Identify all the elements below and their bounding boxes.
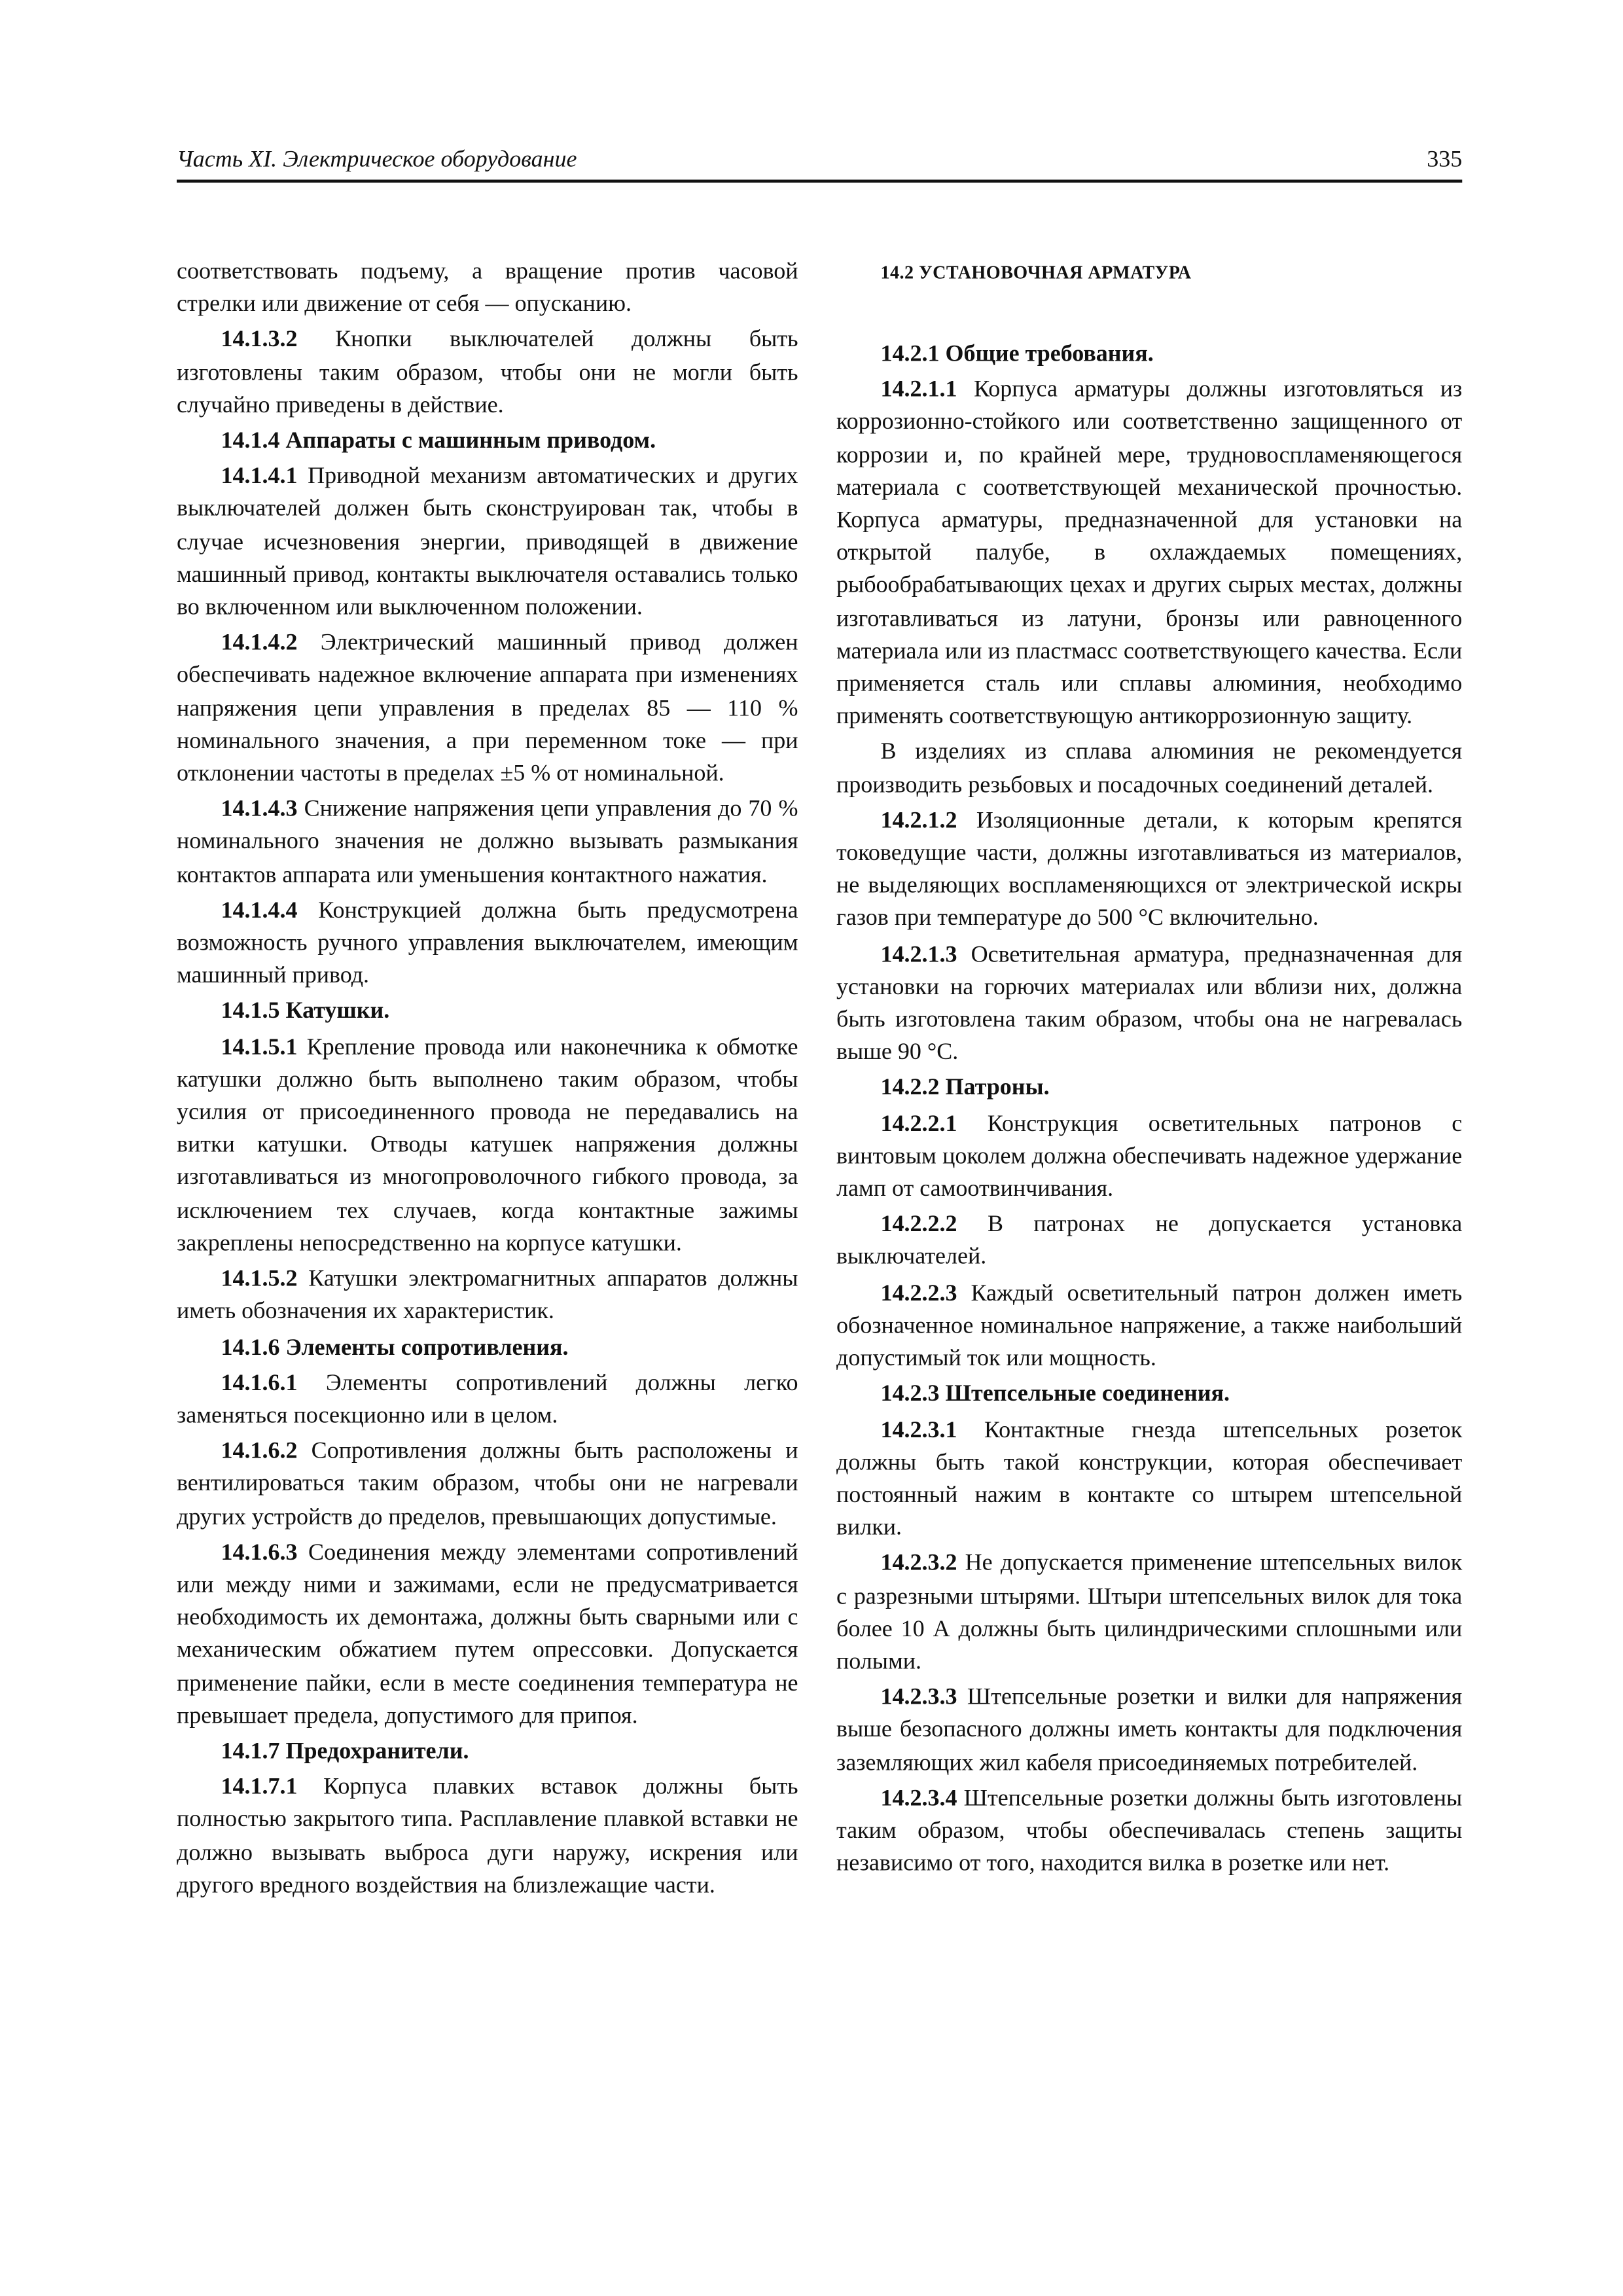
paragraph (177, 1772, 798, 1903)
clause-number: 14.2.3.3 (880, 1685, 957, 1710)
clause-number: 14.1.5.1 (221, 1035, 298, 1060)
paragraph (836, 1109, 1462, 1207)
right-column (836, 257, 1462, 1882)
clause-number: 14.1.4.2 (221, 630, 298, 656)
paragraph-text: Не допускается применение штепсельных вилок с разрезными штырями. Штыри штепсельных вилок для тока более 10 А должны быть цилиндрическими сплошными или полыми. (836, 1551, 1463, 1675)
page-number: 335 (1427, 147, 1463, 173)
paragraph (177, 1537, 798, 1733)
clause-number: 14.2.2.2 (880, 1212, 957, 1238)
paragraph-continuation: соответствовать подъему, а вращение против часовой стрелки или движение от себя — опусканию. (177, 259, 798, 317)
paragraph (836, 1548, 1462, 1679)
paragraph-text: Сопротивления должны быть расположены и вентилироваться таким образом, чтобы они не нагревали других устройств до пределов, превышающих допустимые. (177, 1439, 798, 1530)
paragraph (836, 805, 1462, 936)
clause-number: 14.2.3.4 (880, 1785, 957, 1811)
paragraph-text: Конструкцией должна быть предусмотрена возможность ручного управления выключателем, имеющим машинный привод. (177, 898, 798, 989)
subsection-heading (177, 996, 798, 1029)
paragraph-text: Крепление провода или наконечника к обмотке катушки должно быть выполнено таким образом, чтобы усилия от присоединенного провода не передавались на витки катушки. Отводы катушек напряжения должны изготавливаться из многопроволочного гибкого провода, за исключением тех случаев, когда контактные зажимы закреплены непосредственно на корпусе катушки. (177, 1035, 798, 1257)
paragraph-text: Изоляционные детали, к которым крепятся токоведущие части, должны изготавливаться из материалов, не выделяющих воспламеняющихся от электрической искры газов при температуре до 500 °С включительно. (836, 808, 1463, 932)
paragraph (836, 1278, 1462, 1376)
clause-number: 14.2.1.1 (880, 377, 957, 403)
clause-number: 14.2.1.2 (880, 808, 957, 834)
subsection-heading-text: 14.2.3 Штепсельные соединения. (880, 1382, 1230, 1407)
paragraph-text: Штепсельные розетки и вилки для напряжения выше безопасного должны иметь контакты для подключения заземляющих жил кабеля присоединяемых потребителей. (836, 1685, 1463, 1776)
paragraph-text: Соединения между элементами сопротивлений или между ними и зажимами, если не предусматривается необходимость их демонтажа, должны быть сварными или с механическим обжатием путем опрессовки. Допускается применение пайки, если в месте соединения температура не превышает предела, допустимого для припоя. (177, 1539, 798, 1729)
paragraph (177, 1368, 798, 1433)
subsection-heading-text: 14.2.1 Общие требования. (880, 342, 1154, 367)
header-title: Часть XI. Электрическое оборудование (177, 147, 577, 173)
paragraph-text: Корпуса плавких вставок должны быть полностью закрытого типа. Расплавление плавкой вставки не должно вызывать выброса дуги наружу, искрения или другого вредного воздействия на близлежащие части. (177, 1774, 798, 1898)
paragraph-text: Элементы сопротивлений должны легко заменяться посекционно или в целом. (177, 1371, 798, 1429)
clause-number: 14.2.3.2 (880, 1551, 957, 1577)
paragraph-text: В патронах не допускается установка выключателей. (836, 1212, 1463, 1270)
clause-number: 14.1.6.3 (221, 1539, 298, 1566)
running-header (177, 147, 1462, 183)
clause-number: 14.1.4.1 (221, 464, 298, 490)
paragraph (177, 794, 798, 892)
subsection-heading-text: 14.1.5 Катушки. (221, 999, 390, 1024)
clause-number: 14.1.3.2 (221, 327, 298, 353)
clause-number: 14.1.4.3 (221, 797, 298, 823)
paragraph-text: Корпуса арматуры должны изготовляться из коррозионно-стойкого или соответственно защищенного от коррозии и, по крайней мере, трудновоспламеняющегося материала с соответствующей механической прочностью. Корпуса арматуры, предназначенной для установки на открытой палубе, в охлаждаемых помещениях, рыбообрабатывающих цехах и других сырых местах, должны изготавливаться из латуни, бронзы или равноценного материала или из пластмасс соответствующего качества. Если применяется сталь или сплавы алюминия, необходимо применять соответствующую антикоррозионную защиту. (836, 377, 1463, 730)
paragraph (836, 374, 1462, 734)
paragraph-text: В изделиях из сплава алюминия не рекомендуется производить резьбовых и посадочных соединений деталей. (836, 740, 1463, 798)
subsection-heading (836, 1073, 1462, 1105)
paragraph-text: Кнопки выключателей должны быть изготовлены таким образом, чтобы они не могли быть случайно приведены в действие. (177, 327, 798, 418)
clause-number: 14.1.5.2 (221, 1266, 298, 1292)
paragraph (836, 1682, 1462, 1780)
clause-number: 14.2.3.1 (880, 1417, 957, 1443)
subsection-heading-text: 14.1.7 Предохранители. (221, 1739, 469, 1765)
paragraph (177, 325, 798, 423)
paragraph (836, 1414, 1462, 1545)
subsection-heading-text: 14.2.2 Патроны. (880, 1075, 1050, 1101)
clause-number: 14.1.4.4 (221, 898, 298, 924)
subsection-heading (177, 1736, 798, 1769)
paragraph-text: Штепсельные розетки должны быть изготовлены таким образом, чтобы обеспечивалась степень защиты независимо от того, находится вилка в розетке или нет. (836, 1785, 1463, 1876)
paragraph (836, 1210, 1462, 1275)
clause-number: 14.1.6.1 (221, 1371, 298, 1396)
paragraph-text: Приводной механизм автоматических и других выключателей должен быть сконструирован так, чтобы в случае исчезновения энергии, приводящей в движение машинный привод, контакты выключателя оставались только во включенном или выключенном положении. (177, 464, 798, 620)
paragraph (836, 737, 1462, 802)
section-title: 14.2 УСТАНОВОЧНАЯ АРМАТУРА (880, 262, 1192, 283)
paragraph (177, 461, 798, 625)
paragraph (177, 628, 798, 791)
paragraph (836, 939, 1462, 1070)
paragraph (836, 1783, 1462, 1881)
subsection-heading-text: 14.1.4 Аппараты с машинным приводом. (221, 428, 656, 454)
paragraph (177, 1032, 798, 1261)
clause-number: 14.2.2.1 (880, 1111, 957, 1137)
paragraph-text: Каждый осветительный патрон должен иметь обозначенное номинальное напряжение, а также наибольший допустимый ток или мощность. (836, 1280, 1463, 1371)
subsection-heading (836, 339, 1462, 372)
paragraph (177, 1264, 798, 1329)
subsection-heading (177, 425, 798, 458)
paragraph-text: Осветительная арматура, предназначенная для установки на горючих материалах или вблизи них, должна быть изготовлена таким образом, чтобы она не нагревалась выше 90 °С. (836, 942, 1463, 1066)
paragraph (177, 895, 798, 994)
subsection-heading (177, 1332, 798, 1365)
paragraph-text: Электрический машинный привод должен обеспечивать надежное включение аппарата при изменениях напряжения цепи управления в пределах 85 — 110 % номинального значения, а при переменном токе — при отклонении частоты в пределах ±5 % от номинальной. (177, 630, 798, 787)
paragraph-text: Контактные гнезда штепсельных розеток должны быть такой конструкции, которая обеспечивает постоянный нажим в контакте со штырем штепсельной вилки. (836, 1417, 1463, 1541)
paragraph-text: Катушки электромагнитных аппаратов должны иметь обозначения их характеристик. (177, 1266, 798, 1325)
paragraph-text: Снижение напряжения цепи управления до 70 % номинального значения не должно вызывать размыкания контактов аппарата или уменьшения контактного нажатия. (177, 797, 798, 888)
clause-number: 14.2.1.3 (880, 942, 957, 967)
clause-number: 14.1.6.2 (221, 1439, 298, 1464)
clause-number: 14.1.7.1 (221, 1774, 298, 1800)
subsection-heading (836, 1379, 1462, 1412)
left-column (177, 257, 798, 1903)
clause-number: 14.2.2.3 (880, 1280, 957, 1306)
paragraph-text: Конструкция осветительных патронов с винтовым цоколем должна обеспечивать надежное удержание ламп от самоотвинчивания. (836, 1111, 1463, 1202)
subsection-heading-text: 14.1.6 Элементы сопротивления. (221, 1335, 569, 1360)
paragraph (177, 1436, 798, 1534)
